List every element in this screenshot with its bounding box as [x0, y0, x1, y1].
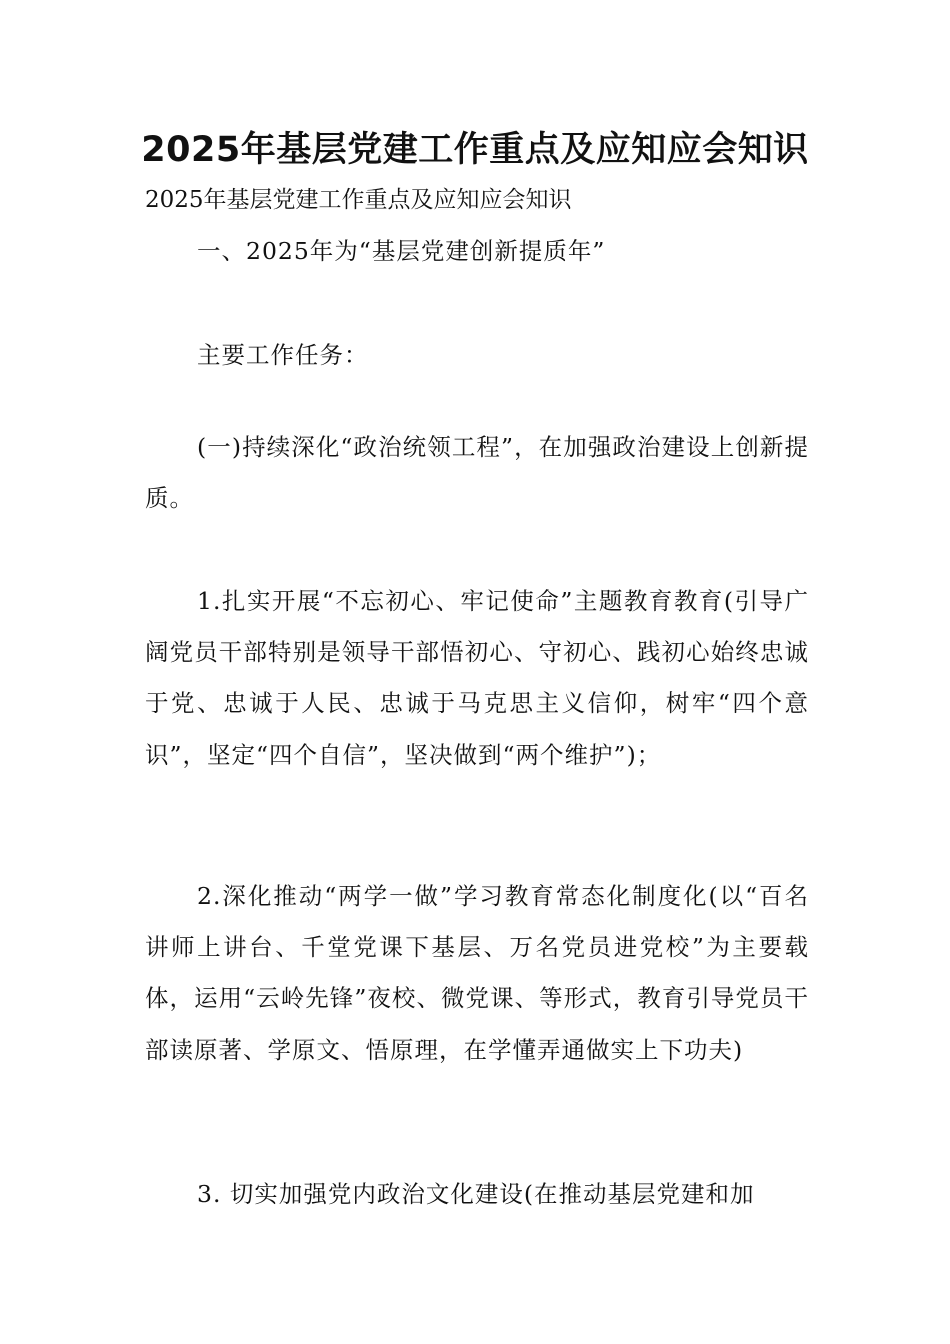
- paragraph-section-heading: 一、2025年为“基层党建创新提质年”: [197, 237, 606, 265]
- paragraph-main-tasks: 主要工作任务：: [197, 341, 369, 369]
- document-title: 2025年基层党建工作重点及应知应会知识: [141, 130, 809, 170]
- paragraph-item-3: 3. 切实加强党内政治文化建设(在推动基层党建和加: [197, 1180, 755, 1208]
- paragraph-item-1: 1.扎实开展“不忘初心、牢记使命”主题教育教育(引导广阔党员干部特别是领导干部悟初心、守初心、践初心始终忠诚于党、忠诚于人民、忠诚于马克思主义信仰，树牢“四个意识”，坚定“四个自信”，坚决做到“两个维护”)；: [145, 587, 809, 769]
- document-subtitle: 2025年基层党建工作重点及应知应会知识: [145, 187, 572, 213]
- paragraph-item-2: 2.深化推动“两学一做”学习教育常态化制度化(以“百名讲师上讲台、千堂党课下基层、万名党员进党校”为主要载体，运用“云岭先锋”夜校、微党课、等形式，教育引导党员干部读原著、学原文、悟原理，在学懂弄通做实上下功夫): [145, 882, 809, 1064]
- paragraph-task-one: (一)持续深化“政治统领工程”，在加强政治建设上创新提质。: [145, 433, 809, 513]
